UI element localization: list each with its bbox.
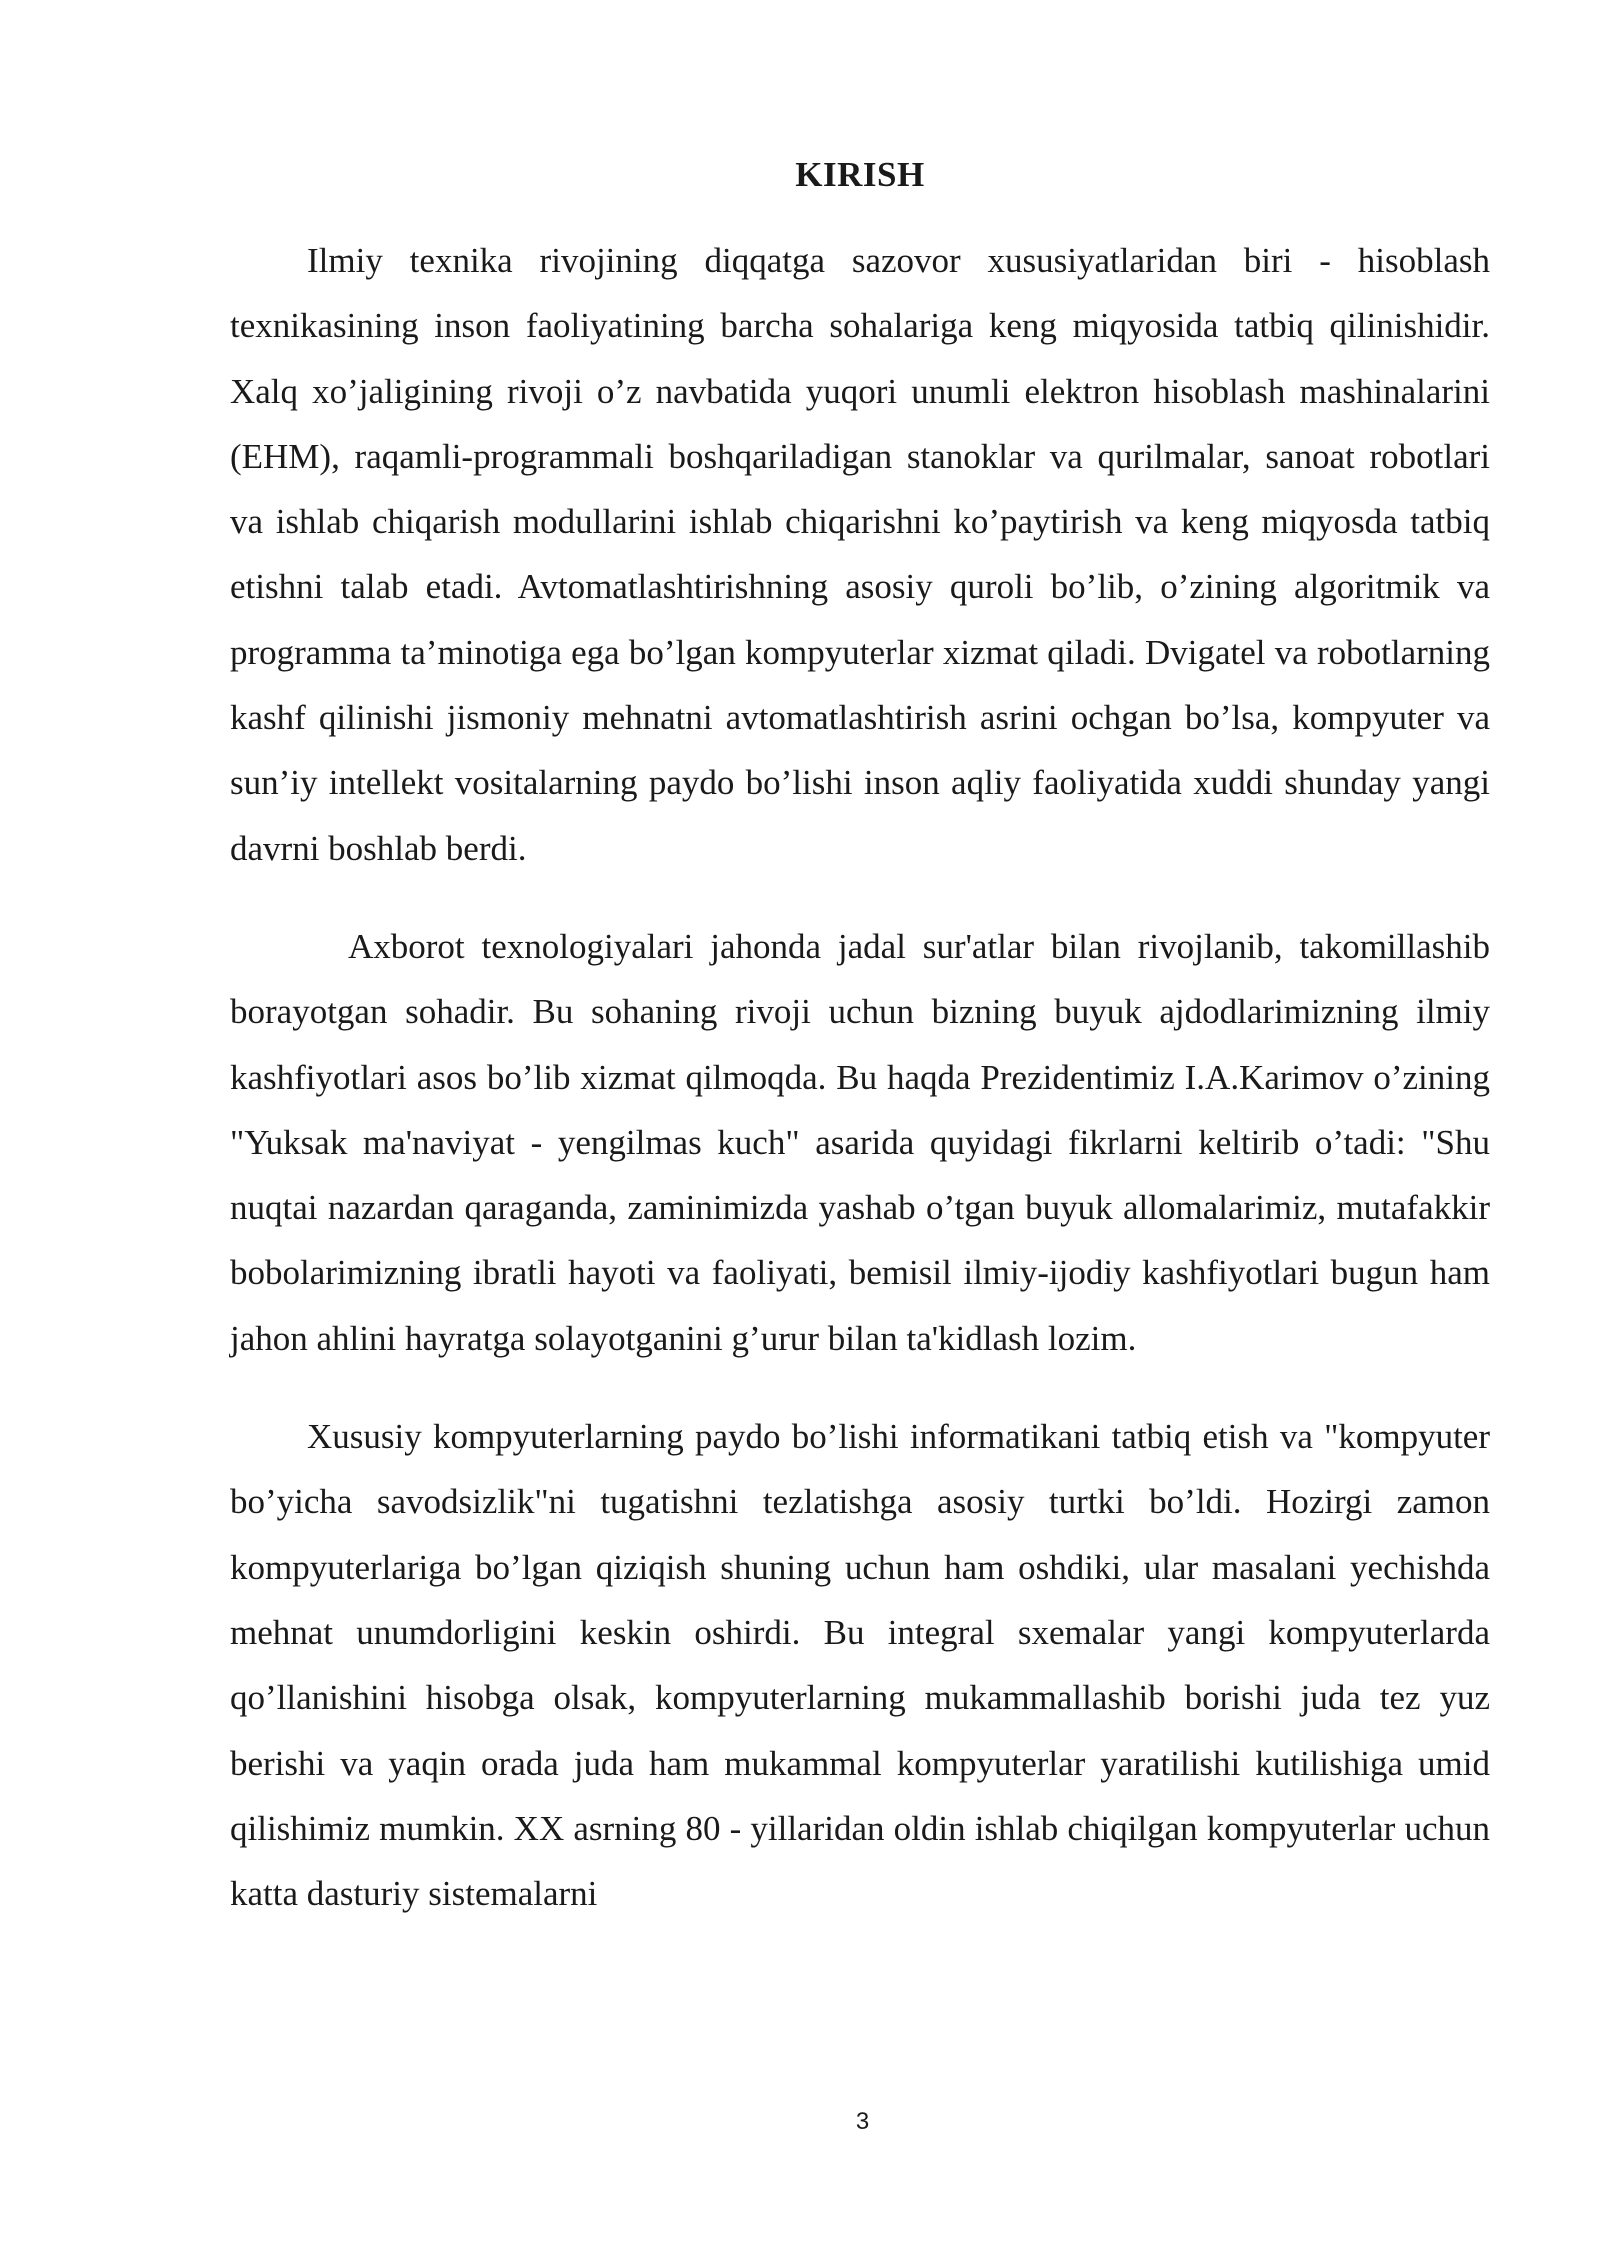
paragraph-1: Ilmiy texnika rivojining diqqatga sazovor xususiyatlaridan biri - hisoblash texnikasining inson faoliyatining barcha sohalariga keng miqyosida tatbiq qilinishidir. Xalq xo’jaligining rivoji o’z navbatida yuqori unumli elektron hisoblash mashinalarini (EHM), raqamli-programmali boshqariladigan stanoklar va qurilmalar, sanoat robotlari va ishlab chiqarish modullarini ishlab chiqarishni ko’paytirish va keng miqyosda tatbiq etishni talab etadi. Avtomatlashtirishning asosiy quroli bo’lib, o’zining algoritmik va programma ta’minotiga ega bo’lgan kompyuterlar xizmat qiladi. Dvigatel va robotlarning kashf qilinishi jismoniy mehnatni avtomatlashtirish asrini ochgan bo’lsa, kompyuter va sun’iy intellekt vositalarning paydo bo’lishi inson aqliy faoliyatida xuddi shunday yangi davrni boshlab berdi. [230,241,1490,868]
document-body [230,150,1490,1926]
page-title: KIRISH [795,155,925,194]
paragraph-2: Axborot texnologiyalari jahonda jadal sur'atlar bilan rivojlanib, takomillashib borayotgan sohadir. Bu sohaning rivoji uchun bizning buyuk ajdodlarimizning ilmiy kashfiyotlari asos bo’lib xizmat qilmoqda. Bu haqda Prezidentimiz I.A.Karimov o’zining "Yuksak ma'naviyat - yengilmas kuch" asarida quyidagi fikrlarni keltirib o’tadi: "Shu nuqtai nazardan qaraganda, zaminimizda yashab o’tgan buyuk allomalarimiz, mutafakkir bobolarimizning ibratli hayoti va faoliyati, bemisil ilmiy-ijodiy kashfiyotlari bugun ham jahon ahlini hayratga solayotganini g’urur bilan ta'kidlash lozim. [230,926,1490,1358]
paragraph-3: Xususiy kompyuterlarning paydo bo’lishi informatikani tatbiq etish va "kompyuter bo’yicha savodsizlik"ni tugatishni tezlatishga asosiy turtki bo’ldi. Hozirgi zamon kompyuterlariga bo’lgan qiziqish shuning uchun ham oshdiki, ular masalani yechishda mehnat unumdorligini keskin oshirdi. Bu integral sxemalar yangi kompyuterlarda qo’llanishini hisobga olsak, kompyuterlarning mukammallashib borishi juda tez yuz berishi va yaqin orada juda ham mukammal kompyuterlar yaratilishi kutilishiga umid qilishimiz mumkin. XX asrning 80 - yillaridan oldin ishlab chiqilgan kompyuterlar uchun katta dasturiy sistemalarni [230,1417,1490,1914]
page-number: 3 [855,2108,870,2135]
